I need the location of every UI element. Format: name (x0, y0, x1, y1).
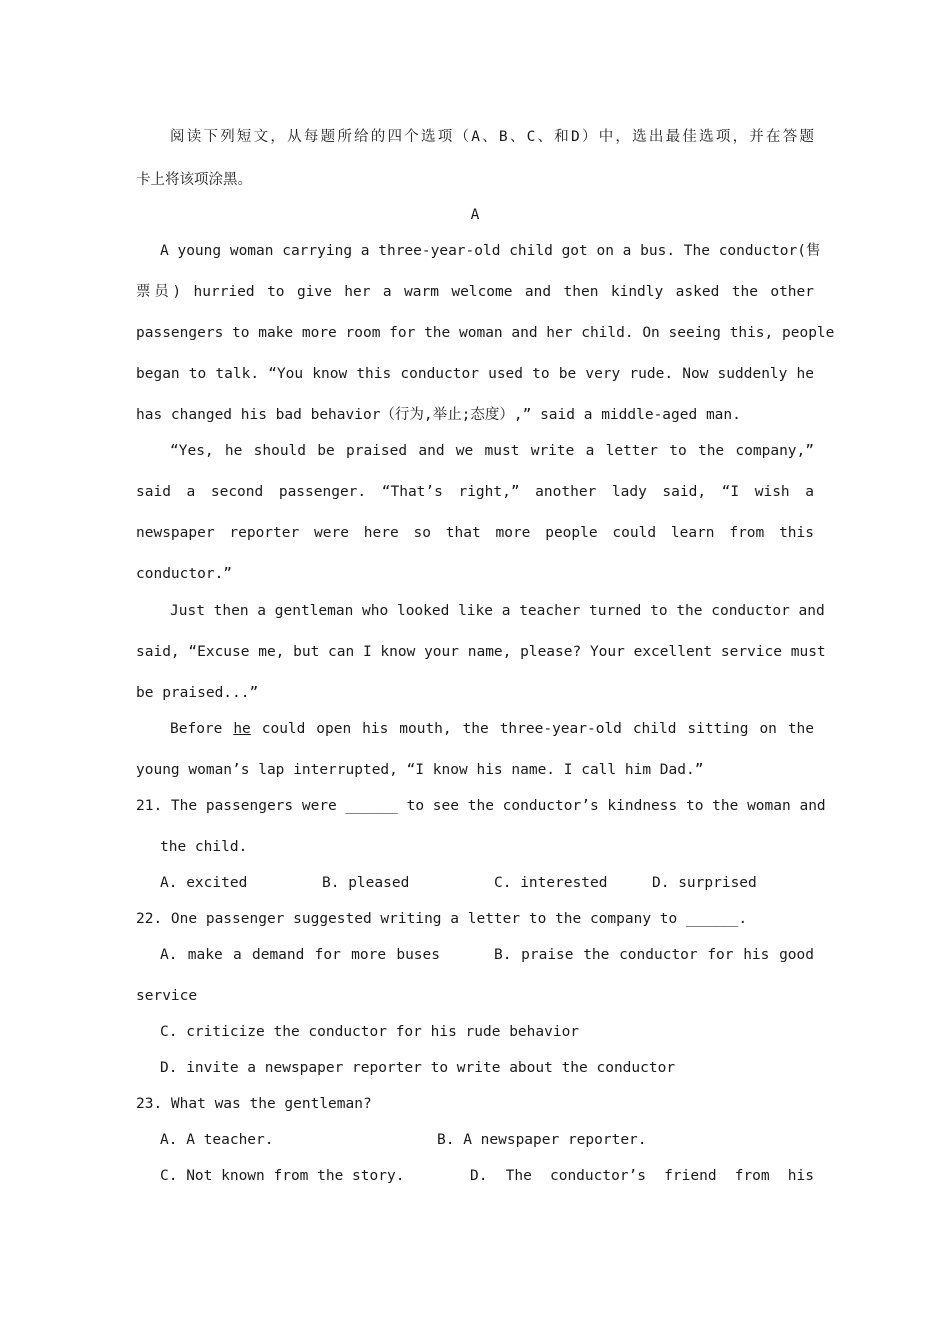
question-23-stem: 23. What was the gentleman? (136, 1096, 372, 1112)
question-21-stem: 21. The passengers were ______ to see the conductor’s kindness to the woman and (136, 798, 826, 814)
question-22-stem: 22. One passenger suggested writing a letter to the company to ______. (136, 911, 748, 927)
passage-line: newspaper reporter were here so that more people could learn from this (136, 525, 814, 541)
question-22-option-a: A. make a demand for more buses (160, 947, 440, 963)
question-23-option-d: D. The conductor’s friend from his (470, 1168, 814, 1184)
question-22-option-b: B. praise the conductor for his good (494, 947, 814, 963)
section-label: A (470, 207, 480, 223)
passage-line: has changed his bad behavior（行为,举止;态度）,” said a middle-aged man. (136, 407, 741, 423)
passage-line: began to talk. “You know this conductor used to be very rude. Now suddenly he (136, 366, 814, 382)
question-23-option-a: A. A teacher. (160, 1132, 274, 1148)
passage-line: young woman’s lap interrupted, “I know his name. I call him Dad.” (136, 762, 704, 778)
question-23-option-b: B. A newspaper reporter. (437, 1132, 647, 1148)
passage-line (170, 719, 814, 739)
question-22-option-b-cont: service (136, 988, 198, 1004)
instruction-line-2: 卡上将该项涂黑。 (136, 172, 252, 188)
passage-line: Just then a gentleman who looked like a teacher turned to the conductor and (170, 603, 825, 619)
passage-line: be praised...” (136, 685, 259, 701)
passage-line: said, “Excuse me, but can I know your name, please? Your excellent service must (136, 644, 826, 660)
question-21-option-c: C. interested (494, 875, 608, 891)
passage-line: said a second passenger. “That’s right,” another lady said, “I wish a (136, 484, 814, 500)
question-22-option-c: C. criticize the conductor for his rude behavior (160, 1024, 580, 1040)
passage-line: conductor.” (136, 566, 233, 582)
instruction-line-1: 阅读下列短文，从每题所给的四个选项（A、B、C、和D）中，选出最佳选项，并在答题 (170, 129, 814, 145)
question-21-option-d: D. surprised (652, 875, 757, 891)
passage-word: Before (170, 721, 223, 737)
question-21-option-b: B. pleased (322, 875, 410, 891)
question-22-option-d: D. invite a newspaper reporter to write about the conductor (160, 1060, 676, 1076)
underlined-word: he (233, 721, 251, 737)
passage-line: “Yes, he should be praised and we must write a letter to the company,” (170, 443, 814, 459)
question-21-option-a: A. excited (160, 875, 248, 891)
question-21-stem-cont: the child. (160, 839, 248, 855)
question-23-option-c: C. Not known from the story. (160, 1168, 405, 1184)
passage-text: could open his mouth, the three-year-old child sitting on the (261, 721, 815, 737)
passage-line: passengers to make more room for the woman and her child. On seeing this, people (136, 325, 835, 341)
passage-line: 票员) hurried to give her a warm welcome and then kindly asked the other (136, 284, 814, 300)
passage-line: A young woman carrying a three-year-old child got on a bus. The conductor(售 (160, 243, 821, 259)
